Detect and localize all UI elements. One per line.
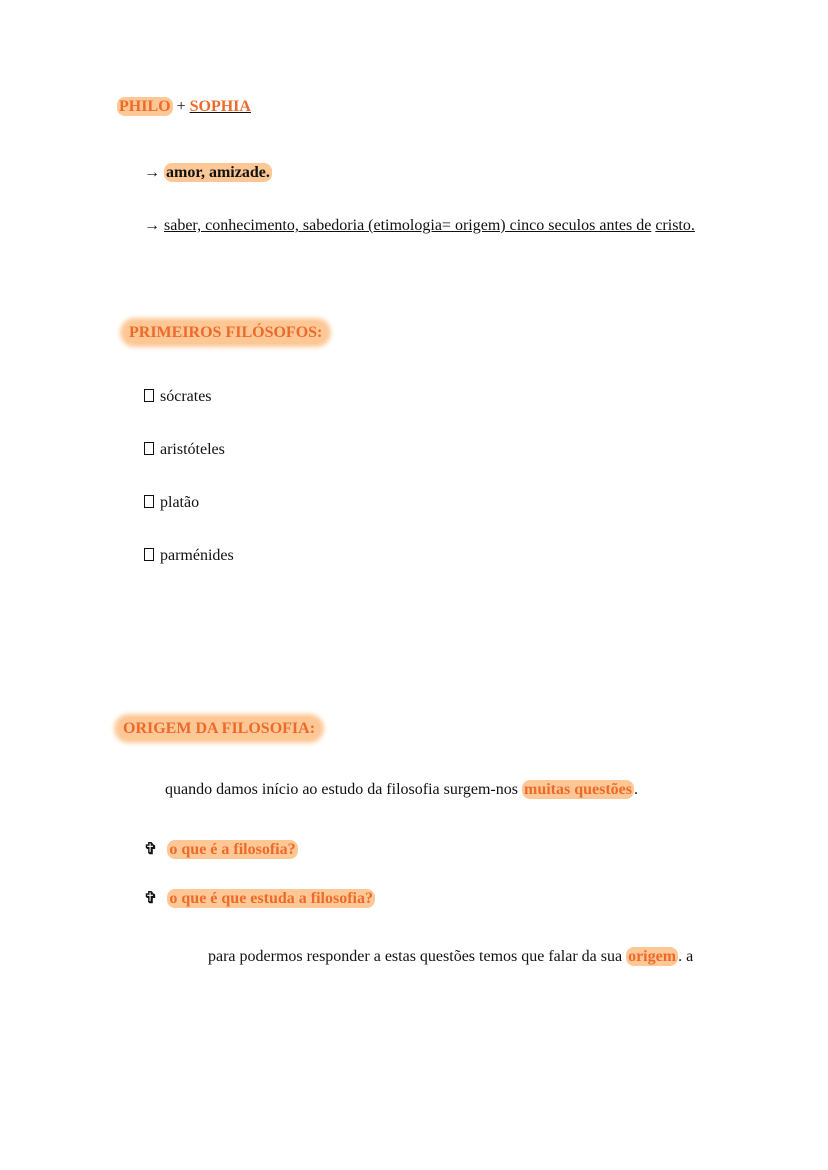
definition-text: amor, amizade.	[166, 164, 270, 181]
item-text: aristóteles	[160, 441, 225, 458]
heading-text: PRIMEIROS FILÓSOFOS:	[123, 321, 328, 344]
definition-sophia	[144, 216, 695, 236]
checkbox-icon	[144, 495, 154, 508]
item-text: sócrates	[160, 388, 212, 405]
sophia-term: SOPHIA	[189, 98, 251, 115]
cross-icon: ✞	[144, 841, 158, 858]
list-item	[144, 440, 225, 460]
checkbox-icon	[144, 442, 154, 455]
arrow-icon: →	[144, 217, 160, 234]
title-line	[117, 97, 251, 117]
checkbox-icon	[144, 548, 154, 561]
checkbox-icon	[144, 389, 154, 402]
intro-end: .	[634, 781, 638, 798]
heading-text: ORIGEM DA FILOSOFIA:	[117, 717, 321, 740]
definition-text: saber, conhecimento, sabedoria (etimologia= origem) cinco seculos antes de	[164, 217, 652, 234]
definition-end: cristo.	[655, 217, 695, 234]
item-text: parménides	[160, 547, 234, 564]
cross-icon: ✞	[144, 890, 158, 907]
philo-term: PHILO	[119, 98, 171, 115]
paragraph	[208, 947, 693, 967]
definition-philo	[144, 163, 272, 183]
arrow-icon: →	[144, 164, 160, 181]
highlight-text: muitas questões	[523, 781, 632, 798]
section-heading	[123, 323, 328, 343]
intro-text: quando damos início ao estudo da filosofia surgem-nos	[165, 781, 522, 798]
question-item	[144, 840, 298, 860]
paragraph-end: . a	[678, 948, 694, 965]
list-item	[144, 493, 199, 513]
list-item	[144, 546, 234, 566]
question-text: o que é a filosofia?	[169, 841, 296, 858]
highlight-text: origem	[628, 948, 677, 965]
question-item	[144, 889, 375, 909]
item-text: platão	[160, 494, 200, 511]
intro-paragraph	[165, 780, 638, 800]
plus-sign: +	[176, 98, 186, 115]
list-item	[144, 387, 212, 407]
section-heading	[117, 719, 321, 739]
question-text: o que é que estuda a filosofia?	[169, 890, 373, 907]
paragraph-text: para podermos responder a estas questões temos que falar da sua	[208, 948, 627, 965]
